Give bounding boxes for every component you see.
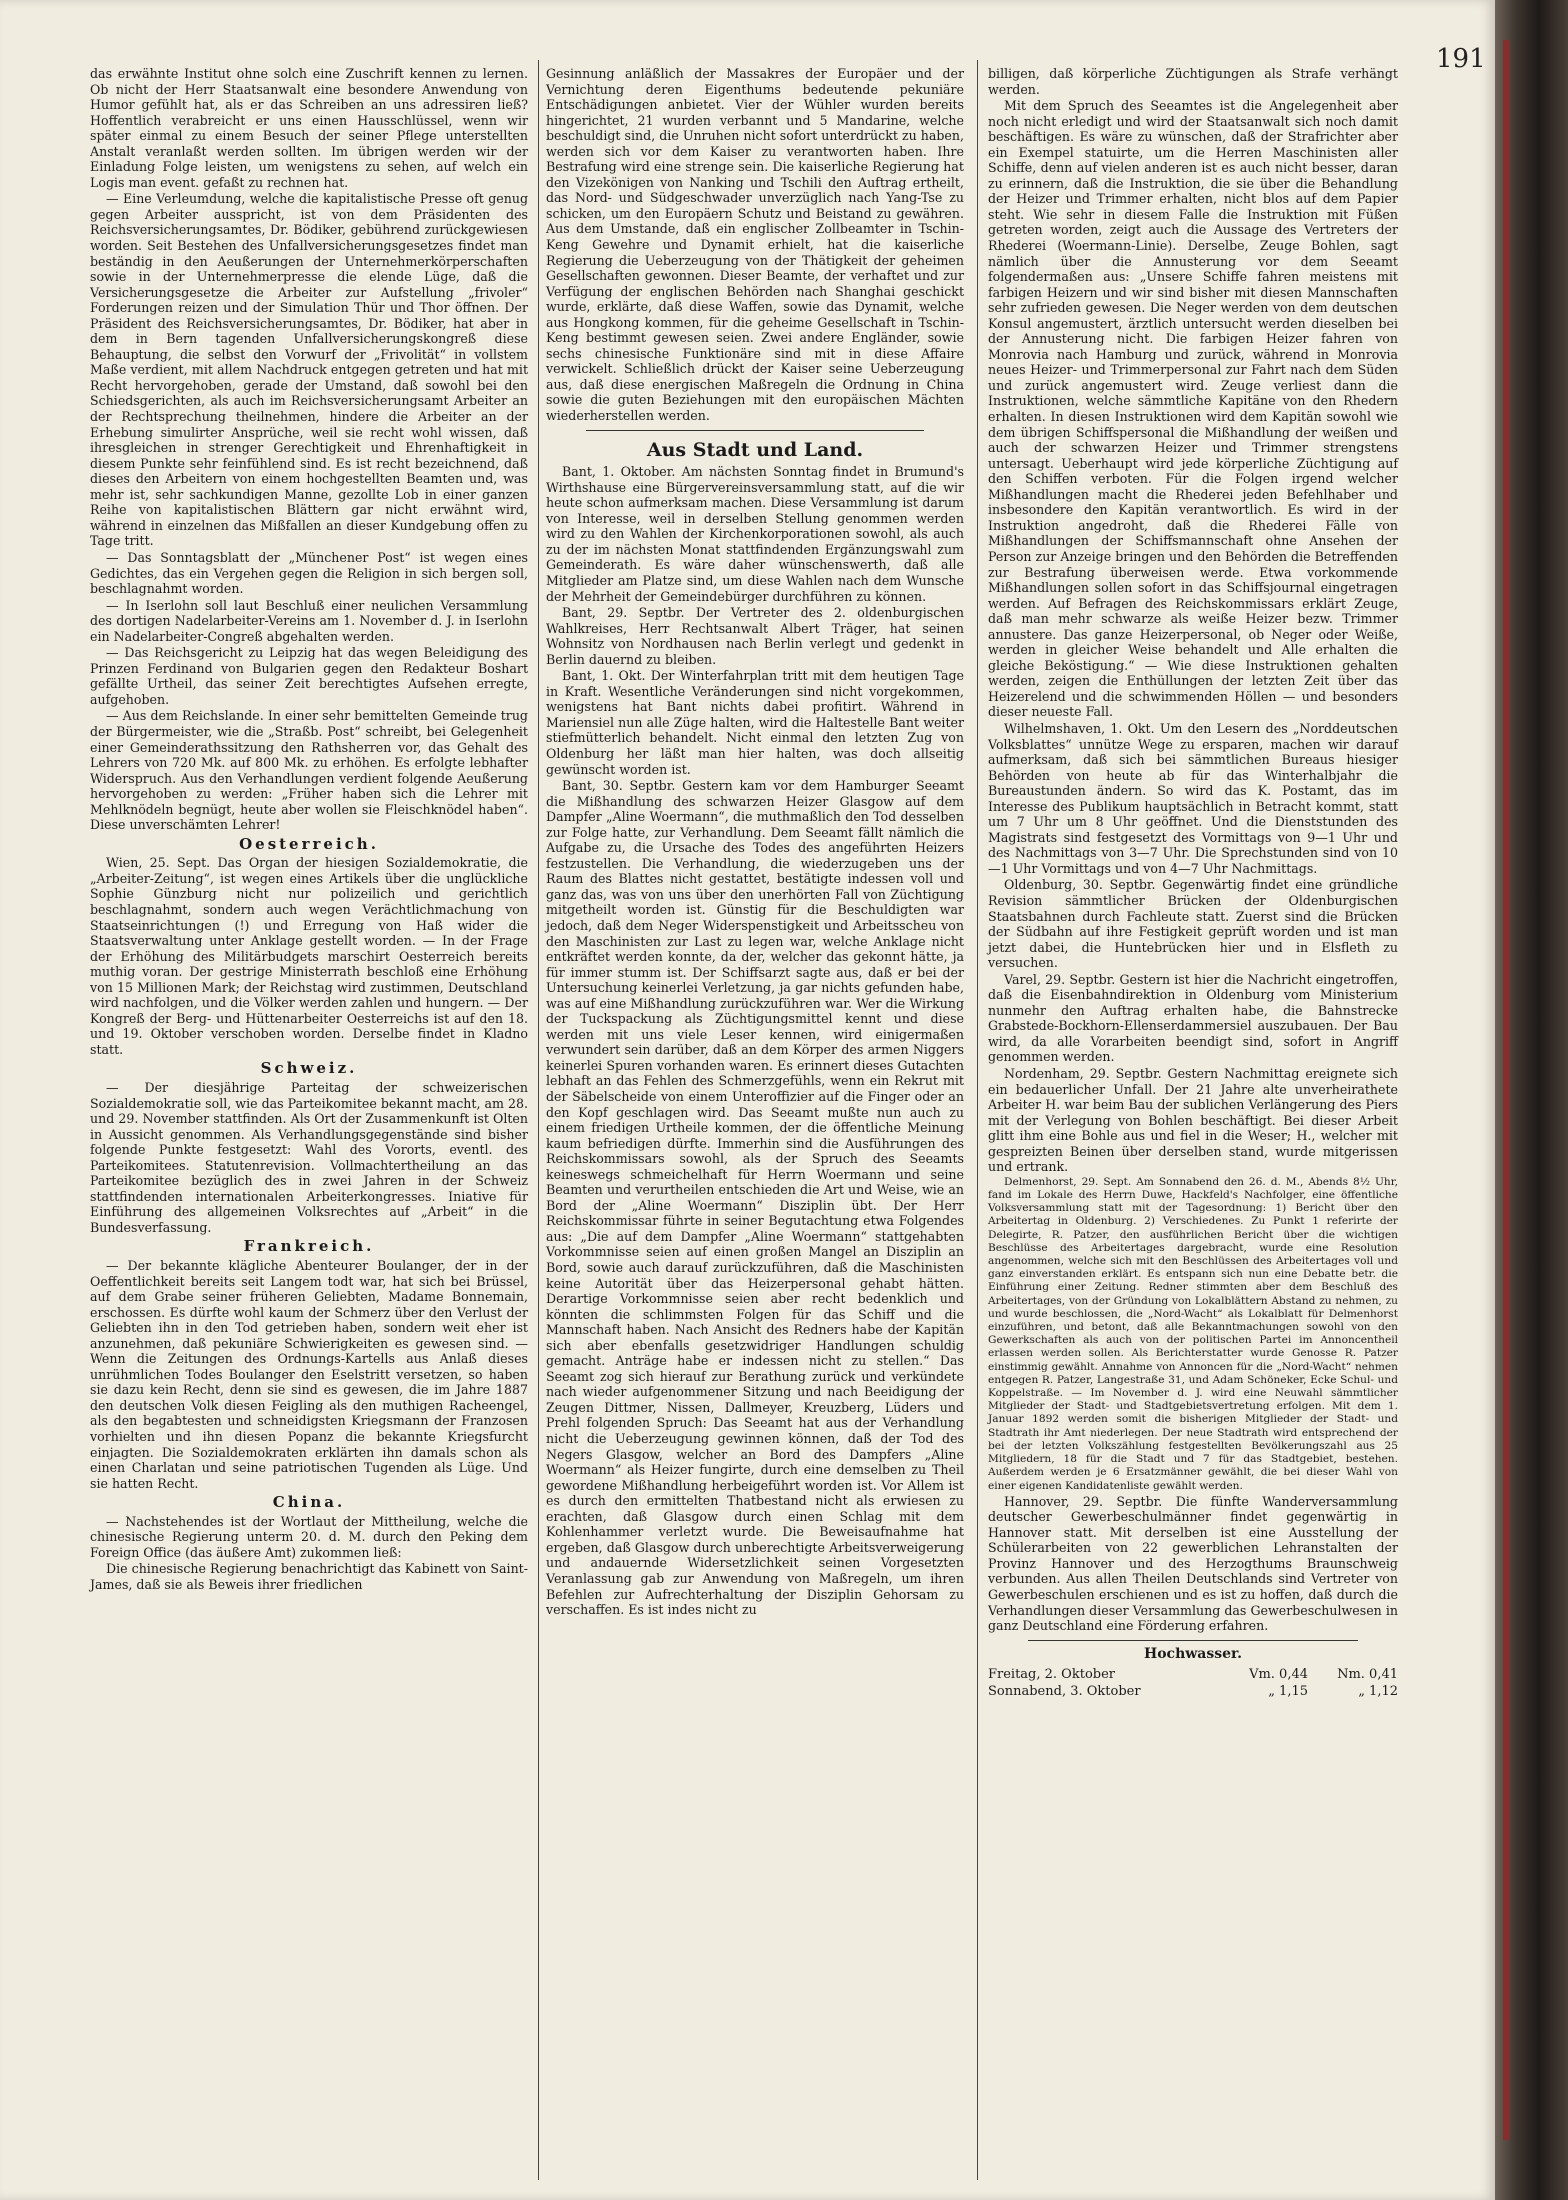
article-paragraph: — Der bekannte klägliche Abenteurer Boulanger, der in der Oeffentlichkeit bereits seit Langem todt war, hat sich bei Brüssel, auf dem Grabe seiner früheren Geliebten, Madame Bonnemain, erschossen. Es dürfte wohl kaum der Schmerz über den Verlust der Geliebten ihn in den Tod getrieben haben, sondern weit eher ist anzunehmen, daß pekuniäre Schwierigkeiten es gewesen sind. — Wenn die Zeitungen des Ordnungs-Kartells aus Anlaß dieses unrühmlichen Todes Boulanger den Eselstritt versetzen, so haben sie dazu kein Recht, denn sie sind es gewesen, die im Jahre 1887 den deutschen Volk diesen Feigling als den muthigen Racheengel, als den begabtesten und schneidigsten Kriegsmann der Franzosen vorhielten und ihn diesen Popanz die bekannte Kriegsfurcht einjagten. Die Sozialdemokraten erklärten ihn damals schon als einen Charlatan und seine patriotischen Tugenden als Lüge. Und sie hatten Recht. xyxy=(90,1258,528,1491)
article-paragraph: — Nachstehendes ist der Wortlaut der Mittheilung, welche die chinesische Regierung unterm 20. d. M. durch den Peking dem Foreign Office (das äußere Amt) zukommen ließ: xyxy=(90,1513,528,1560)
article-paragraph: Bant, 30. Septbr. Gestern kam vor dem Hamburger Seeamt die Mißhandlung des schwarzen Heizer Glasgow auf dem Dampfer „Aline Woermann“, die muthmaßlich den Tod desselben zur Folge hatte, zur Verhandlung. Dem Seeamt fällt nämlich die Aufgabe zu, die Ursache des Todes des angeführten Heizers festzustellen. Die Verhandlung, die wiederzugeben uns der Raum des Blattes nicht gestattet, bestätigte indessen voll und ganz das, was von uns über den unerhörten Fall von Züchtigung mitgetheilt worden ist. Günstig für die Beschuldigten war jedoch, daß dem Neger Widerspenstigkeit und Arbeitsscheu von den Maschinisten zur Last zu legen war, welche Anklage nicht entkräftet werden konnte, da der, welcher das gekonnt hätte, ja für immer stumm ist. Der Schiffsarzt sagte aus, daß er bei der Untersuchung keinerlei Verletzung, ja gar nichts gefunden habe, was auf eine Mißhandlung zurückzuführen war. Wer die Wirkung der Tuckspackung als Züchtigungsmittel kennt und diese werden mit uns viele Leser kennen, wird einigermaßen verwundert sein darüber, daß an dem Körper des armen Niggers keinerlei Spuren vorhanden waren. Es erinnert dieses Gutachten lebhaft an das Fehlen des Schmerzgefühls, wenn ein Rekrut mit der Säbelscheide von einem Unteroffizier auf die Finger oder an den Kopf geschlagen wird. Das Seeamt mußte nun auch zu einem friedigen Urtheile kommen, der die öffentliche Meinung kaum befriedigen dürfte. Immerhin sind die Ausführungen des Reichskommissars sowohl, als der Spruch des Seeamts keineswegs schmeichelhaft für Herrn Woermann und seine Beamten und verurtheilen entschieden die Art und Weise, wie an Bord der „Aline Woermann“ Disziplin übt. Der Herr Reichskommissar führte in seiner Begutachtung etwa Folgendes aus: „Die auf dem Dampfer „Aline Woermann“ stattgehabten Vorkommnisse seien auf einen großen Mangel an Disziplin an Bord, sowie auch darauf zurückzuführen, daß die Maschinisten keine Autorität über das Heizerpersonal gehabt hätten. Derartige Vorkommnisse seien aber recht bedenklich und könnten die schlimmsten Folgen für das Schiff und die Mannschaft haben. Nach Ansicht des Redners habe der Kapitän sich aber ebenfalls gesetzwidriger Handlungen schuldig gemacht. Anträge habe er indessen nicht zu stellen.“ Das Seeamt zog sich hierauf zur Berathung zurück und verkündete nach wieder aufgenommener Sitzung und nach Beeidigung der Zeugen Dittmer, Nissen, Dallmeyer, Kreuzberg, Lüders und Prehl folgenden Spruch: Das Seeamt hat aus der Verhandlung nicht die Ueberzeugung gewinnen können, daß der Tod des Negers Glasgow, welcher an Bord des Dampfers „Aline Woermann“ als Heizer fungirte, durch eine demselben zu Theil gewordene Mißhandlung herbeigeführt worden ist. Vor Allem ist es durch den ermittelten Thatbestand nicht als erwiesen zu erachten, daß Glasgow durch einen Schlag mit dem Kohlenhammer verletzt wurde. Die Beweisaufnahme hat ergeben, daß Glasgow durch unberechtigte Arbeitsverweigerung und andauernde Widersetzlichkeit seinen Vorgesetzten Veranlassung gab zur Anwendung von Maßregeln, um ihren Befehlen zur Aufrechterhaltung der Disziplin Gehorsam zu verschaffen. Es ist indes nicht zu xyxy=(546,778,964,1618)
binding-edge xyxy=(1503,40,1509,2140)
article-paragraph: Bant, 1. Oktober. Am nächsten Sonntag findet in Brumund's Wirthshause eine Bürgervereinsversammlung statt, auf die wir heute schon aufmerksam machen. Diese Versammlung ist darum von Interesse, weil in derselben Stellung genommen werden wird zu den Wahlen der Kirchenkorporationen sowohl, als auch zu der im nächsten Monat stattfindenden Ergänzungswahl zum Gemeinderath. Es wäre daher wünschenswerth, daß alle Mitglieder am Platze sind, um diese Wahlen nach dem Wunsche der Mehrheit der Gemeindebürger durchführen zu können. xyxy=(546,464,964,604)
section-heading: Frankreich. xyxy=(243,1237,375,1256)
tide-table-row xyxy=(988,1683,1398,1700)
article-paragraph: Wien, 25. Sept. Das Organ der hiesigen Sozialdemokratie, die „Arbeiter-Zeitung“, ist wegen eines Artikels über die unglückliche Sophie Günzburg nicht nur polizeilich und gerichtlich beschlagnahmt, sondern auch wegen Verächtlichmachung von Staatseinrichtungen (!) und Erregung von Haß wider die Staatsverwaltung unter Anklage gestellt worden. — In der Frage der Erhöhung des Militärbudgets marschirt Oesterreich bereits muthig voran. Der gestrige Ministerrath beschloß eine Erhöhung von 15 Millionen Mark; der Reichstag wird zustimmen, Deutschland wird nachfolgen, und die Völker werden zahlen und hungern. — Der Kongreß der Berg- und Hüttenarbeiter Oesterreichs ist auf den 18. und 19. Oktober verschoben worden. Derselbe findet in Kladno statt. xyxy=(90,855,528,1057)
divider xyxy=(586,430,924,431)
column-3 xyxy=(988,66,1398,2166)
tide-morning: „ 1,15 xyxy=(1268,1684,1308,1700)
column-1 xyxy=(90,66,528,2166)
section-heading: Oesterreich. xyxy=(239,834,379,853)
tide-table-title: Hochwasser. xyxy=(1143,1645,1243,1662)
page-number: 191 xyxy=(1436,44,1486,74)
article-paragraph: Bant, 1. Okt. Der Winterfahrplan tritt mit dem heutigen Tage in Kraft. Wesentliche Veränderungen sind nicht vorgekommen, wenigstens hat Bant nichts dabei profitirt. Während in Mariensiel nun alle Züge halten, wird die Haltestelle Bant weiter stiefmütterlich behandelt. Nicht einmal den letzten Zug von Oldenburg her läßt man hier halten, was doch allseitig gewünscht worden ist. xyxy=(546,668,964,777)
column-2 xyxy=(546,66,964,2166)
section-heading: Schweiz. xyxy=(260,1059,358,1078)
tide-table-row xyxy=(988,1666,1398,1683)
article-paragraph: — Der diesjährige Parteitag der schweizerischen Sozialdemokratie soll, wie das Parteikomitee bekannt macht, am 28. und 29. November stattfinden. Als Ort der Zusammenkunft ist Olten in Aussicht genommen. Als Verhandlungsgegenstände sind bisher folgende Punkte festgesetzt: Wahl des Vororts, eventl. des Parteikomitees. Statutenrevision. Vollmachtertheilung an das Parteikomitee bezüglich des in zwei Jahren in der Schweiz stattfindenden internationalen Arbeiterkongresses. Iniative für Einführung des allgemeinen Volksrechtes auf „Arbeit“ in die Bundesverfassung. xyxy=(90,1080,528,1235)
article-paragraph: — Eine Verleumdung, welche die kapitalistische Presse oft genug gegen Arbeiter ausspricht, ist von dem Präsidenten des Reichsversicherungsamtes, Dr. Bödiker, gebührend zurückgewiesen worden. Seit Bestehen des Unfallversicherungsgesetzes findet man beständig in den Aeußerungen der Unternehmerkörperschaften sowie in der Unternehmerpresse die elende Lüge, daß die Versicherungsgesetze die Arbeiter zur Aufstellung „frivoler“ Forderungen reizen und der Simulation Thür und Thor öffnen. Der Präsident des Reichsversicherungsamtes, Dr. Bödiker, hat aber in dem in Bern tagenden Unfallversicherungskongreß diese Behauptung, die selbst den Vorwurf der „Frivolität“ in vollstem Maße verdient, mit allem Nachdruck entgegen getreten und hat mit Recht hervorgehoben, gerade der Umstand, daß sowohl bei den Schiedsgerichten, als auch im Reichsversicherungsamt Arbeiter an der Rechtsprechung theilnehmen, hindere die Arbeiter an der Erhebung simulirter Ansprüche, weil sie recht wohl wissen, daß ihresgleichen in strenger Gerechtigkeit und Ehrenhaftigkeit in diesem Punkte sehr feinfühlend sind. Es ist recht bezeichnend, daß dieses den Arbeitern von einem hochgestellten Beamten und, was mehr ist, sehr sachkundigen Manne, gezollte Lob in einer ganzen Reihe von kapitalistischen Blättern gar nicht erwähnt wird, während in einzelnen das Mißfallen an dieser Kundgebung offen zu Tage tritt. xyxy=(90,191,528,549)
tide-day: Sonnabend, 3. Oktober xyxy=(988,1684,1141,1700)
article-paragraph: Wilhelmshaven, 1. Okt. Um den Lesern des „Norddeutschen Volksblattes“ unnütze Wege zu ersparen, machen wir darauf aufmerksam, daß sich bei sämmtlichen Bureaus hiesiger Behörden von heute ab für das Winterhalbjahr die Bureaustunden ändern. So wird das K. Postamt, das im Interesse des Publikum hauptsächlich in Betracht kommt, statt um 7 Uhr um 8 Uhr geöffnet. Und die Dienststunden des Magistrats sind festgesetzt des Vormittags von 9—1 Uhr und des Nachmittags von 3—7 Uhr. Die Sprechstunden sind von 10—1 Uhr Vormittags und von 4—7 Uhr Nachmittags. xyxy=(988,720,1398,876)
tide-morning: Vm. 0,44 xyxy=(1249,1667,1308,1683)
article-paragraph: — Das Sonntagsblatt der „Münchener Post“ ist wegen eines Gedichtes, das ein Vergehen gegen die Religion in sich bergen soll, beschlagnahmt worden. xyxy=(90,549,528,597)
article-paragraph: Gesinnung anläßlich der Massakres der Europäer und der Vernichtung deren Eigenthums bedeutende pekuniäre Entschädigungen anbietet. Vier der Wühler wurden bereits hingerichtet, 21 wurden verbannt und 5 Mandarine, welche beschuldigt sind, die Unruhen nicht sofort unterdrückt zu haben, werden sich vor dem Kaiser zu verantworten haben. Ihre Bestrafung wird eine strenge sein. Die kaiserliche Regierung hat den Vizekönigen von Nanking und Tschili den Auftrag ertheilt, das Nord- und Südgeschwader unverzüglich nach Yang-Tse zu schicken, um den Europäern Schutz und Beistand zu gewähren. Aus dem Umstande, daß ein englischer Zollbeamter in Tschin-Keng Gewehre und Dynamit erhielt, hat die kaiserliche Regierung die Ueberzeugung von der Thätigkeit der geheimen Gesellschaften gewonnen. Dieser Beamte, der verhaftet und zur Verfügung der englischen Behörden nach Shanghai geschickt wurde, erklärte, daß diese Waffen, sowie das Dynamit, welche aus Hongkong kommen, für die geheime Gesellschaft in Tschin-Keng bestimmt gewesen seien. Zwei andere Engländer, sowie sechs chinesische Funktionäre sind mit in diese Affaire verwickelt. Schließlich drückt der Kaiser seine Ueberzeugung aus, daß diese energischen Maßregeln die Ordnung in China sowie die guten Beziehungen mit den europäischen Mächten wiederherstellen werden. xyxy=(546,66,964,424)
article-paragraph: Hannover, 29. Septbr. Die fünfte Wanderversammlung deutscher Gewerbeschulmänner findet gegenwärtig in Hannover statt. Mit derselben ist eine Ausstellung der Schülerarbeiten von 22 gewerblichen Lehranstalten der Provinz Hannover und des Herzogthums Braunschweig verbunden. Aus allen Theilen Deutschlands sind Vertreter von Gewerbeschulen erschienen und es ist zu hoffen, daß durch die Verhandlungen dieser Versammlung das Gewerbeschulwesen in ganz Deutschland eine Förderung erfahren. xyxy=(988,1493,1398,1634)
article-paragraph: billigen, daß körperliche Züchtigungen als Strafe verhängt werden. xyxy=(988,66,1398,97)
column-rule xyxy=(977,60,978,2180)
column-rule xyxy=(538,60,539,2180)
tide-day: Freitag, 2. Oktober xyxy=(988,1667,1115,1683)
article-paragraph: — In Iserlohn soll laut Beschluß einer neulichen Versammlung des dortigen Nadelarbeiter-Vereins am 1. November d. J. in Iserlohn ein Nadelarbeiter-Congreß abgehalten werden. xyxy=(90,597,528,644)
section-heading: Aus Stadt und Land. xyxy=(646,438,864,461)
article-paragraph: Mit dem Spruch des Seeamtes ist die Angelegenheit aber noch nicht erledigt und wird der Staatsanwalt sich noch damit beschäftigen. Es wäre zu wünschen, daß der Strafrichter aber ein Exempel statuirte, um die Herren Maschinisten aller Schiffe, denn auf vielen anderen ist es auch nicht besser, daran zu erinnern, daß die Instruktion, die sie über die Behandlung der Heizer und Trimmer erhalten, nicht blos auf dem Papier steht. Wie sehr in diesem Falle die Instruktion mit Füßen getreten worden, zeigt auch die Aussage des Vertreters der Rhederei (Woermann-Linie). Derselbe, Zeuge Bohlen, sagt nämlich über die Annusterung vor dem Seeamt folgendermaßen aus: „Unsere Schiffe fahren meistens mit farbigen Heizern und wir sind bisher mit diesen Mannschaften sehr zufrieden gewesen. Die Neger werden von dem deutschen Konsul angemustert, ärztlich untersucht werden dieselben bei der Annusterung nicht. Die farbigen Heizer fahren von Monrovia nach Hamburg und zurück, während in Monrovia neues Heizer- und Trimmerpersonal zur Fahrt nach dem Süden und zurück angemustert wird. Zeuge verliest dann die Instruktionen, welche sämmtliche Kapitäne von den Rhedern erhalten. In diesen Instruktionen wird dem Kapitän sowohl wie dem übrigen Schiffspersonal die Mißhandlung der weißen und auch der schwarzen Heizer und Trimmer strengstens untersagt. Ueberhaupt wird jede körperliche Züchtigung auf den Schiffen verboten. Für die Folgen irgend welcher Mißhandlungen macht die Rhederei jeden Befehlhaber und insbesondere den Kapitän verantwortlich. Es wird in der Instruktion angedroht, daß die Rhederei Fälle von Mißhandlungen der Schiffsmannschaft ohne Ansehen der Person zur Anzeige bringen und den Behörden die Betreffenden zur Bestrafung überweisen werde. Etwa vorkommende Mißhandlungen sollen sofort in das Schiffsjournal eingetragen werden. Auf Befragen des Reichskommissars erklärt Zeuge, daß man mehr schwarze als weiße Heizer bezw. Trimmer annustere. Das ganze Heizerpersonal, ob Neger oder Weiße, werden in gleicher Weise behandelt und Alle erhalten die gleiche Beköstigung.“ — Wie diese Instruktionen gehalten werden, zeigen die Enthüllungen der letzten Zeit über das Heizerelend und die schwimmenden Höllen — und besonders dieser neueste Fall. xyxy=(988,98,1398,720)
article-paragraph: Delmenhorst, 29. Sept. Am Sonnabend den 26. d. M., Abends 8½ Uhr, fand im Lokale des Herrn Duwe, Hackfeld's Nachfolger, eine öffentliche Volksversammlung statt mit der Tagesordnung: 1) Bericht über den Arbeitertag in Oldenburg. 2) Verschiedenes. Zu Punkt 1 referirte der Delegirte, R. Patzer, den ausführlichen Bericht über die wichtigen Beschlüsse des Arbeitertages dargebracht, wurde eine Resolution angenommen, welche sich mit den Beschlüssen des Arbeitertages voll und ganz einverstanden erklärt. Es entspann sich nun eine Debatte betr. die Einführung einer Zeitung. Redner stimmten aber dem Beschluß des Arbeitertages, von der Gründung von Lokalblättern Abstand zu nehmen, zu und wurde beschlossen, die „Nord-Wacht“ als Lokalblatt für Delmenhorst einzuführen, und betont, daß alle Bekanntmachungen sowohl von den Gewerkschaften als auch von der politischen Partei im Annoncentheil erlassen werden sollen. Als Berichterstatter wurde Genosse R. Patzer einstimmig gewählt. Annahme von Annoncen für die „Nord-Wacht“ nehmen entgegen R. Patzer, Langestraße 31, und Adam Schöneker, Ecke Schul- und Koppelstraße. — Im November d. J. wird eine Neuwahl sämmtlicher Mitglieder der Stadt- und Stadtgebietsvertretung erfolgen. Mit dem 1. Januar 1892 werden somit die bisherigen Mitglieder der Stadt- und Stadtrath ihr Amt niederlegen. Der neue Stadtrath wird entsprechend der bei der letzten Volkszählung festgestellten Bevölkerungszahl aus 25 Mitgliedern, 18 für die Stadt und 7 für das Stadtgebiet, bestehen. Außerdem werden je 6 Ersatzmänner gewählt, die bei dieser Wahl von einer eigenen Kandidatenliste gewählt werden. xyxy=(988,1175,1398,1492)
article-paragraph: Nordenham, 29. Septbr. Gestern Nachmittag ereignete sich ein bedauerlicher Unfall. Der 21 Jahre alte unverheirathete Arbeiter H. war beim Bau der sublichen Verlängerung des Piers mit der Verlegung von Bohlen beschäftigt. Bei dieser Arbeit glitt ihm eine Bohle aus und fiel in die Weser; H., welcher mit gespreizten Beinen über derselben stand, wurde mitgerissen und ertrank. xyxy=(988,1066,1398,1175)
article-paragraph: Bant, 29. Septbr. Der Vertreter des 2. oldenburgischen Wahlkreises, Herr Rechtsanwalt Albert Träger, hat seinen Wohnsitz von Nordhausen nach Berlin verlegt und gedenkt in Berlin dauernd zu bleiben. xyxy=(546,605,964,667)
section-heading: China. xyxy=(272,1493,346,1512)
book-binding xyxy=(1495,0,1568,2200)
divider xyxy=(1028,1640,1358,1641)
article-paragraph: das erwähnte Institut ohne solch eine Zuschrift kennen zu lernen. Ob nicht der Herr Staatsanwalt eine besondere Anwendung von Humor gefühlt hat, als er das Schreiben an uns adressiren ließ? Hoffentlich verabreicht er uns einen Hausschlüssel, wenn wir später einmal zu einem Besuch der seiner Pflege unterstellten Anstalt veranlaßt werden sollten. Im übrigen werden wir der Einladung Folge leisten, um wenigstens zu sehen, auf welch ein Logis man event. gefaßt zu rechnen hat. xyxy=(90,66,528,190)
article-paragraph: Oldenburg, 30. Septbr. Gegenwärtig findet eine gründliche Revision sämmtlicher Brücken der Oldenburgischen Staatsbahnen durch Fachleute statt. Zuerst sind die Brücken der Südbahn auf ihre Festigkeit geprüft worden und ist man jetzt dabei, die Huntebrücken hier und in Elsfleth zu versuchen. xyxy=(988,877,1398,971)
tide-afternoon: „ 1,12 xyxy=(1358,1684,1398,1700)
article-paragraph: — Das Reichsgericht zu Leipzig hat das wegen Beleidigung des Prinzen Ferdinand von Bulgarien gegen den Redakteur Boshart gefällte Urtheil, das seiner Zeit berechtigtes Aufsehen erregte, aufgehoben. xyxy=(90,645,528,707)
tide-afternoon: Nm. 0,41 xyxy=(1337,1667,1398,1683)
article-paragraph: Varel, 29. Septbr. Gestern ist hier die Nachricht eingetroffen, daß die Eisenbahndirektion in Oldenburg vom Ministerium nunmehr den Auftrag erhalten habe, die Bahnstrecke Grabstede-Bockhorn-Ellenserdammersiel auszubauen. Der Bau wird, da alle Vorarbeiten beendigt sind, sofort in Angriff genommen werden. xyxy=(988,971,1398,1065)
article-paragraph: Die chinesische Regierung benachrichtigt das Kabinett von Saint-James, daß sie als Beweis ihrer friedlichen xyxy=(90,1561,528,1592)
article-paragraph: — Aus dem Reichslande. In einer sehr bemittelten Gemeinde trug der Bürgermeister, wie die „Straßb. Post“ schreibt, bei Gelegenheit einer Gemeinderathssitzung den Rathsherren vor, das Gehalt des Lehrers von 720 Mk. auf 800 Mk. zu erhöhen. Es erfolgte lebhafter Widerspruch. Aus den Verhandlungen verdient folgende Aeußerung hervorgehoben zu werden: „Früher haben sich die Lehrer mit Mehlknödeln begnügt, heute aber wollen sie Fleischknödel haben“. Diese unverschämten Lehrer! xyxy=(90,708,528,833)
